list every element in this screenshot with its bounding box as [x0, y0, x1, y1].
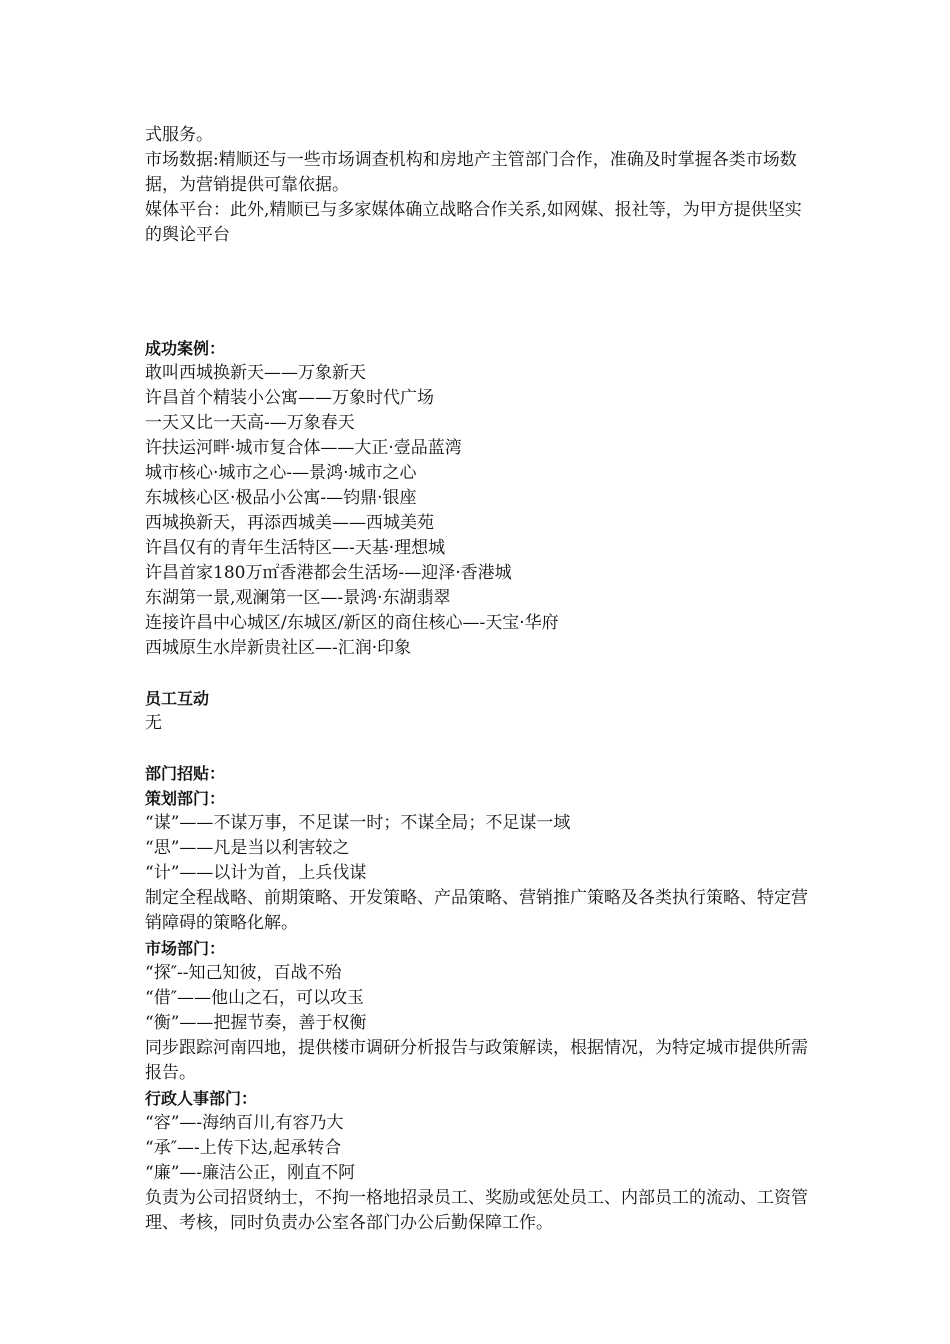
- case-item: 城市核心·城市之心-—景鸿·城市之心: [145, 463, 417, 483]
- cases-list: [145, 361, 815, 661]
- cases-heading: 成功案例：: [145, 339, 226, 358]
- case-item: 西城原生水岸新贵社区—-汇润·印象: [145, 638, 412, 658]
- case-item: 一天又比一天高-—万象春天: [145, 413, 355, 433]
- case-item: 东城核心区·极品小公寓-—钧鼎·银座: [145, 488, 417, 508]
- market-motto: “衡”——把握节奏，善于权衡: [145, 1013, 367, 1033]
- case-item: 许昌首个精装小公寓——万象时代广场: [145, 388, 434, 408]
- admin-description: 负责为公司招贤纳士，不拘一格地招录员工、奖励或惩处员工、内部员工的流动、工资管理、考核，同时负责办公室各部门办公后勤保障工作。: [145, 1188, 808, 1233]
- planning-motto: “谋”——不谋万事，不足谋一时；不谋全局；不足谋一域: [145, 813, 571, 833]
- media-platform-paragraph: 媒体平台：此外,精顺已与多家媒体确立战略合作关系,如网媒、报社等，为甲方提供坚实的舆论平台: [145, 200, 802, 245]
- case-item: 许扶运河畔·城市复合体——大正·壹品蓝湾: [145, 438, 462, 458]
- admin-heading: 行政人事部门：: [145, 1089, 258, 1108]
- staff-content: 无: [145, 713, 162, 733]
- market-motto: “借″——他山之石，可以攻玉: [145, 988, 365, 1008]
- case-item: 敢叫西城换新天——万象新天: [145, 363, 366, 383]
- case-item: 许昌首家180万㎡香港都会生活场-—迎泽·香港城: [145, 563, 512, 583]
- admin-motto: “承″—-上传下达,起承转合: [145, 1138, 342, 1158]
- case-item: 西城换新天，再添西城美——西城美苑: [145, 513, 434, 533]
- market-motto: “探″--知己知彼，百战不殆: [145, 963, 342, 983]
- planning-description: 制定全程战略、前期策略、开发策略、产品策略、营销推广策略及各类执行策略、特定营销障碍的策略化解。: [145, 888, 808, 933]
- planning-motto: “思”——凡是当以利害较之: [145, 838, 350, 858]
- admin-motto: “廉”—-廉洁公正，刚直不阿: [145, 1163, 356, 1183]
- staff-heading: 员工互动: [145, 689, 210, 708]
- case-item: 东湖第一景,观澜第一区—-景鸿·东湖翡翠: [145, 588, 451, 608]
- admin-motto: “容”—-海纳百川,有容乃大: [145, 1113, 344, 1133]
- market-description: 同步跟踪河南四地，提供楼市调研分析报告与政策解读，根据情况，为特定城市提供所需报告。: [145, 1038, 808, 1083]
- market-heading: 市场部门：: [145, 939, 226, 958]
- case-item: 许昌仅有的青年生活特区—-天基·理想城: [145, 538, 446, 558]
- case-item: 连接许昌中心城区/东城区/新区的商住核心—-天宝·华府: [145, 613, 559, 633]
- planning-motto: “计”——以计为首，上兵伐谋: [145, 863, 367, 883]
- market-data-paragraph: 市场数据:精顺还与一些市场调查机构和房地产主管部门合作，准确及时掌握各类市场数据，为营销提供可靠依据。: [145, 150, 797, 195]
- document-body: [145, 123, 815, 1236]
- planning-heading: 策划部门：: [145, 789, 226, 808]
- departments-heading: 部门招贴：: [145, 764, 226, 783]
- intro-line: 式服务。: [145, 125, 213, 145]
